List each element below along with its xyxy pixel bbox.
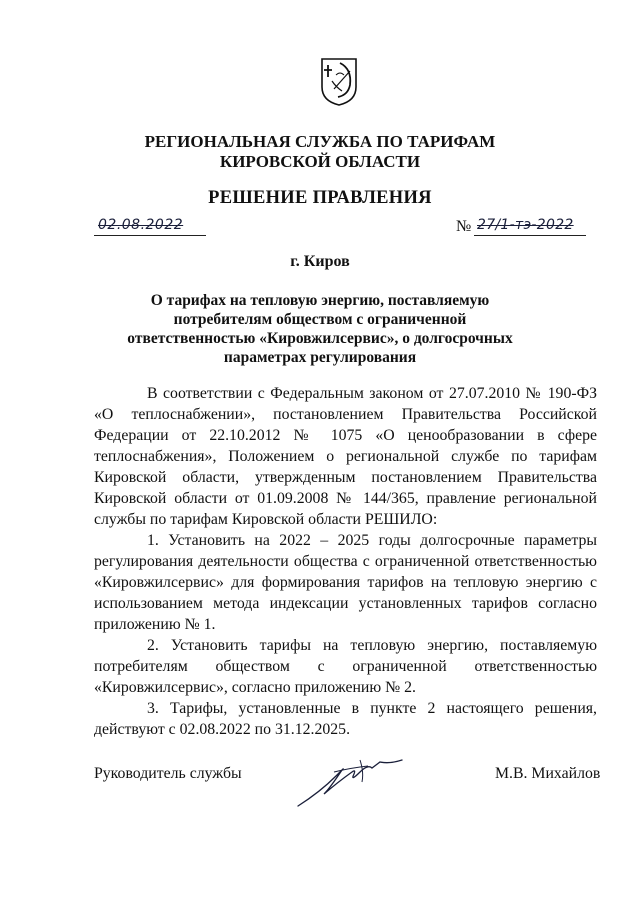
subject-line: потребителям обществом с ограниченной — [173, 311, 467, 328]
subject-line: параметрах регулирования — [223, 349, 417, 366]
number-sign: № — [456, 218, 472, 235]
signer-position: Руководитель службы — [94, 765, 242, 782]
coat-of-arms-emblem — [320, 57, 358, 107]
decision-item-2: 2. Установить тарифы на тепловую энергию, поставляемую потребителям обществом с ограниченной ответственностью «Кировжилсервис», согласно приложению № 2. — [94, 637, 597, 696]
number-underline — [474, 235, 586, 236]
decision-body — [94, 383, 597, 740]
city-name: г. Киров — [290, 253, 350, 270]
subject-line: О тарифах на тепловую энергию, поставляемую — [150, 292, 490, 309]
signer-name: М.В. Михайлов — [495, 765, 601, 782]
subject-line: ответственностью «Кировжилсервис», о долгосрочных — [127, 330, 513, 347]
decision-date: 02.08.2022 — [98, 217, 184, 233]
date-underline — [94, 235, 206, 236]
decision-item-1: 1. Установить на 2022 – 2025 годы долгосрочные параметры регулирования деятельности общества с ограниченной ответственностью «Кировжилсервис» для формирования тарифов на тепловую энергию с использованием метода индексации установленных тарифов согласно приложению № 1. — [94, 532, 597, 633]
organization-name-line2: КИРОВСКОЙ ОБЛАСТИ — [219, 152, 421, 171]
decision-number: 27/1-тэ-2022 — [477, 217, 574, 233]
handwritten-signature — [290, 742, 410, 812]
decision-item-3: 3. Тарифы, установленные в пункте 2 настоящего решения, действуют с 02.08.2022 по 31.12.2025. — [94, 700, 597, 738]
preamble-paragraph: В соответствии с Федеральным законом от 27.07.2010 № 190-ФЗ «О теплоснабжении», постановлением Правительства Российской Федерации от 22.10.2012 № 1075 «О ценообразовании в сфере теплоснабжения», Положением о региональной службе по тарифам Кировской области, утвержденным постановлением Правительства Кировской области от 01.09.2008 № 144/365, правление региональной службы по тарифам Кировской области РЕШИЛО: — [94, 385, 597, 528]
organization-name-line1: РЕГИОНАЛЬНАЯ СЛУЖБА ПО ТАРИФАМ — [144, 132, 496, 151]
document-title: РЕШЕНИЕ ПРАВЛЕНИЯ — [208, 188, 432, 208]
